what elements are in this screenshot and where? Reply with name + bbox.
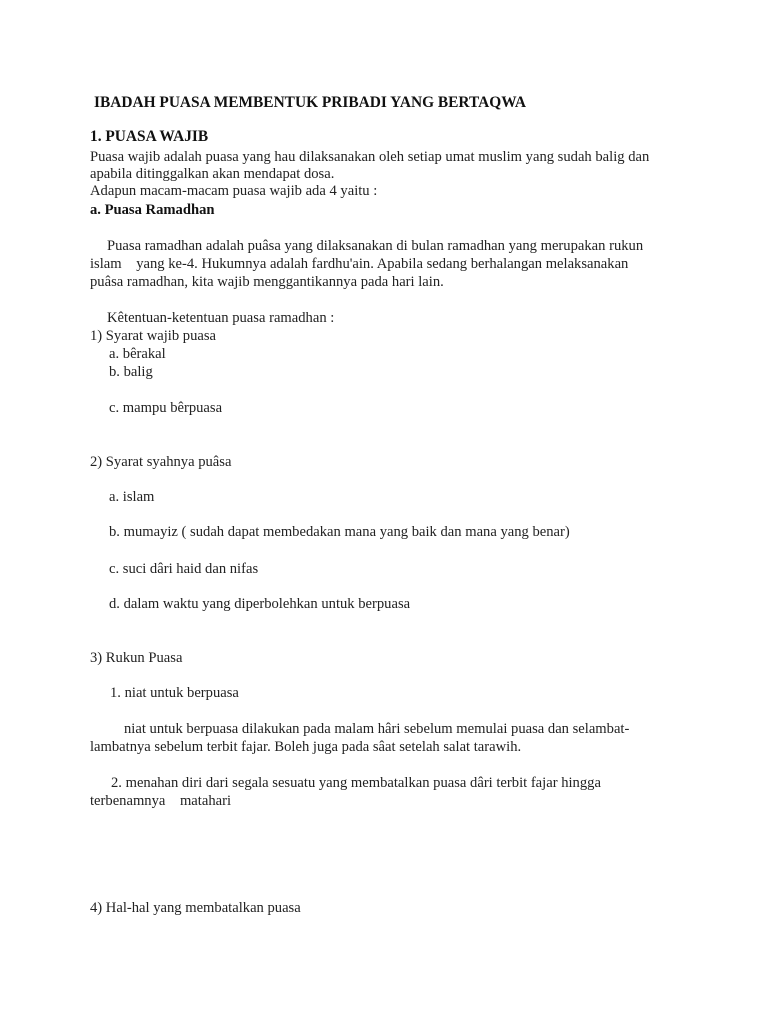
document-title: IBADAH PUASA MEMBENTUK PRIBADI YANG BERTAQWA — [94, 94, 527, 111]
subsection-heading-puasa-ramadhan: a. Puasa Ramadhan — [90, 202, 215, 218]
intro-text-line: Puasa wajib adalah puasa yang hau dilaksanakan oleh setiap umat muslim yang sudah balig dan — [90, 149, 650, 165]
list-item: a. islam — [109, 489, 155, 505]
intro-text-line: apabila ditinggalkan akan mendapat dosa. — [90, 166, 335, 182]
rukun-desc-line: niat untuk berpuasa dilakukan pada malam hâri sebelum memulai puasa dan selambat- — [124, 721, 630, 737]
ramadhan-paragraph-line: islam yang ke-4. Hukumnya adalah fardhu'ain. Apabila sedang berhalangan melaksanakan — [90, 256, 629, 272]
list-item: d. dalam waktu yang diperbolehkan untuk berpuasa — [109, 596, 411, 612]
list-item: b. mumayiz ( sudah dapat membedakan mana yang baik dan mana yang benar) — [109, 524, 570, 540]
list-item: b. balig — [109, 364, 153, 380]
list-item: 2. menahan diri dari segala sesuatu yang membatalkan puasa dâri terbit fajar hingga — [111, 775, 601, 791]
syarat-syah-heading: 2) Syarat syahnya puâsa — [90, 454, 232, 470]
rukun-desc-line: terbenamnya matahari — [90, 793, 232, 809]
section-heading-puasa-wajib: 1. PUASA WAJIB — [90, 128, 209, 145]
hal-membatalkan-heading: 4) Hal-hal yang membatalkan puasa — [90, 900, 301, 916]
list-item: a. bêrakal — [109, 346, 166, 362]
list-item: 1. niat untuk berpuasa — [110, 685, 239, 701]
ketentuan-heading: Kêtentuan-ketentuan puasa ramadhan : — [107, 310, 335, 326]
intro-text-line: Adapun macam-macam puasa wajib ada 4 yaitu : — [90, 183, 378, 199]
rukun-desc-line: lambatnya sebelum terbit fajar. Boleh juga pada sâat setelah salat tarawih. — [90, 739, 522, 755]
list-item: c. mampu bêrpuasa — [109, 400, 223, 416]
rukun-puasa-heading: 3) Rukun Puasa — [90, 650, 183, 666]
syarat-wajib-heading: 1) Syarat wajib puasa — [90, 328, 217, 344]
ramadhan-paragraph-line: puâsa ramadhan, kita wajib menggantikannya pada hari lain. — [90, 274, 444, 290]
ramadhan-paragraph-line: Puasa ramadhan adalah puâsa yang dilaksanakan di bulan ramadhan yang merupakan rukun — [107, 238, 644, 254]
list-item: c. suci dâri haid dan nifas — [109, 561, 259, 577]
